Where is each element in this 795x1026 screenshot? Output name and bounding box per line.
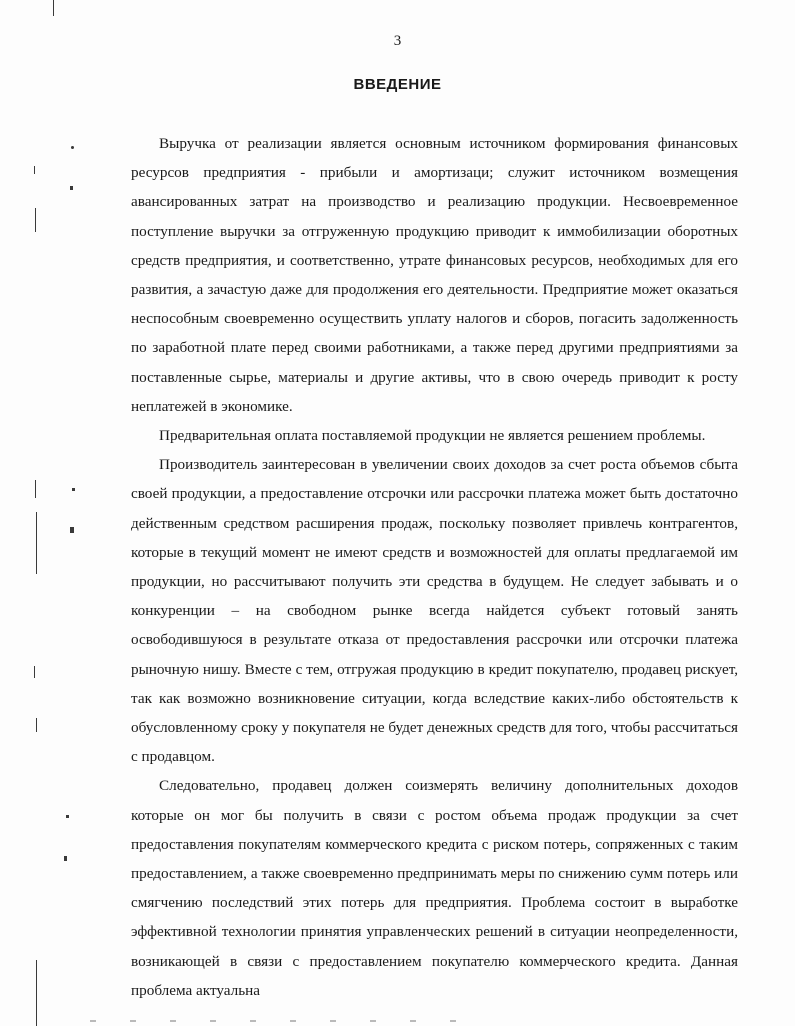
scan-mark bbox=[35, 480, 36, 498]
scan-mark bbox=[34, 166, 35, 174]
paragraph: Выручка от реализации является основным источником формирования финансовых ресурсов предприятия - прибыли и амортизаци; служит источником возмещения авансированных затрат на производство и реализацию продукции. Несвоевременное поступление выручки за отгруженную продукцию приводит к иммобилизации оборотных средств предприятия, и соответственно, утрате финансовых ресурсов, необходимых для его развития, а зачастую даже для продолжения его деятельности. Предприятие может оказаться неспособным своевременно осуществить уплату налогов и сборов, погасить задолженность по заработной плате перед своими работниками, а также перед другими предприятиями за поставленные сырье, материалы и другие активы, что в свою очередь приводит к росту неплатежей в экономике. bbox=[131, 135, 738, 415]
scan-mark bbox=[53, 0, 54, 16]
scan-mark bbox=[72, 488, 75, 491]
paragraph: Производитель заинтересован в увеличении своих доходов за счет роста объемов сбыта своей продукции, а предоставление отсрочки или рассрочки платежа может быть достаточно действенным средством расширения продаж, поскольку позволяет привлечь контрагентов, которые в текущий момент не имеют средств и возможностей для оплаты предлагаемой им продукции, но рассчитывают получить эти средства в будущем. Не следует забывать и о конкуренции – на свободном рынке всегда найдется субъект готовый занять освободившуюся в результате отказа от предоставления рассрочки или отсрочки платежа рыночную нишу. Вместе с тем, отгружая продукцию в кредит покупателю, продавец рискует, так как возможно возникновение ситуации, когда вследствие каких-либо обстоятельств к обусловленному сроку у покупателя не будет денежных средств для того, чтобы рассчитаться с продавцом. bbox=[131, 456, 738, 766]
scan-mark bbox=[36, 960, 37, 1026]
scan-mark bbox=[36, 512, 37, 574]
scan-mark bbox=[71, 146, 74, 149]
body-text bbox=[131, 129, 738, 1005]
scan-mark bbox=[70, 186, 73, 190]
scan-mark bbox=[70, 527, 74, 533]
scan-mark bbox=[66, 815, 69, 818]
scan-mark bbox=[36, 718, 37, 732]
scan-mark bbox=[35, 208, 36, 232]
section-heading: ВВЕДЕНИЕ bbox=[353, 76, 442, 93]
scan-mark bbox=[64, 856, 67, 861]
page-number: 3 bbox=[393, 33, 402, 49]
paragraph: Следовательно, продавец должен соизмерять величину дополнительных доходов которые он мог бы получить в связи с ростом объема продаж продукции за счет предоставления покупателям коммерческого кредита с риском потерь, сопряженных с таким предоставлением, а также своевременно предпринимать меры по снижению сумм потерь или смягчению последствий этих потерь для предприятия. Проблема состоит в выработке эффективной технологии принятия управленческих решений в ситуации неопределенности, возникающей в связи с предоставлением покупателю коммерческого кредита. Данная проблема актуальна bbox=[131, 777, 738, 999]
scan-mark bbox=[34, 666, 35, 678]
paragraph: Предварительная оплата поставляемой продукции не является решением проблемы. bbox=[159, 427, 706, 445]
scan-edge bbox=[90, 1020, 490, 1022]
